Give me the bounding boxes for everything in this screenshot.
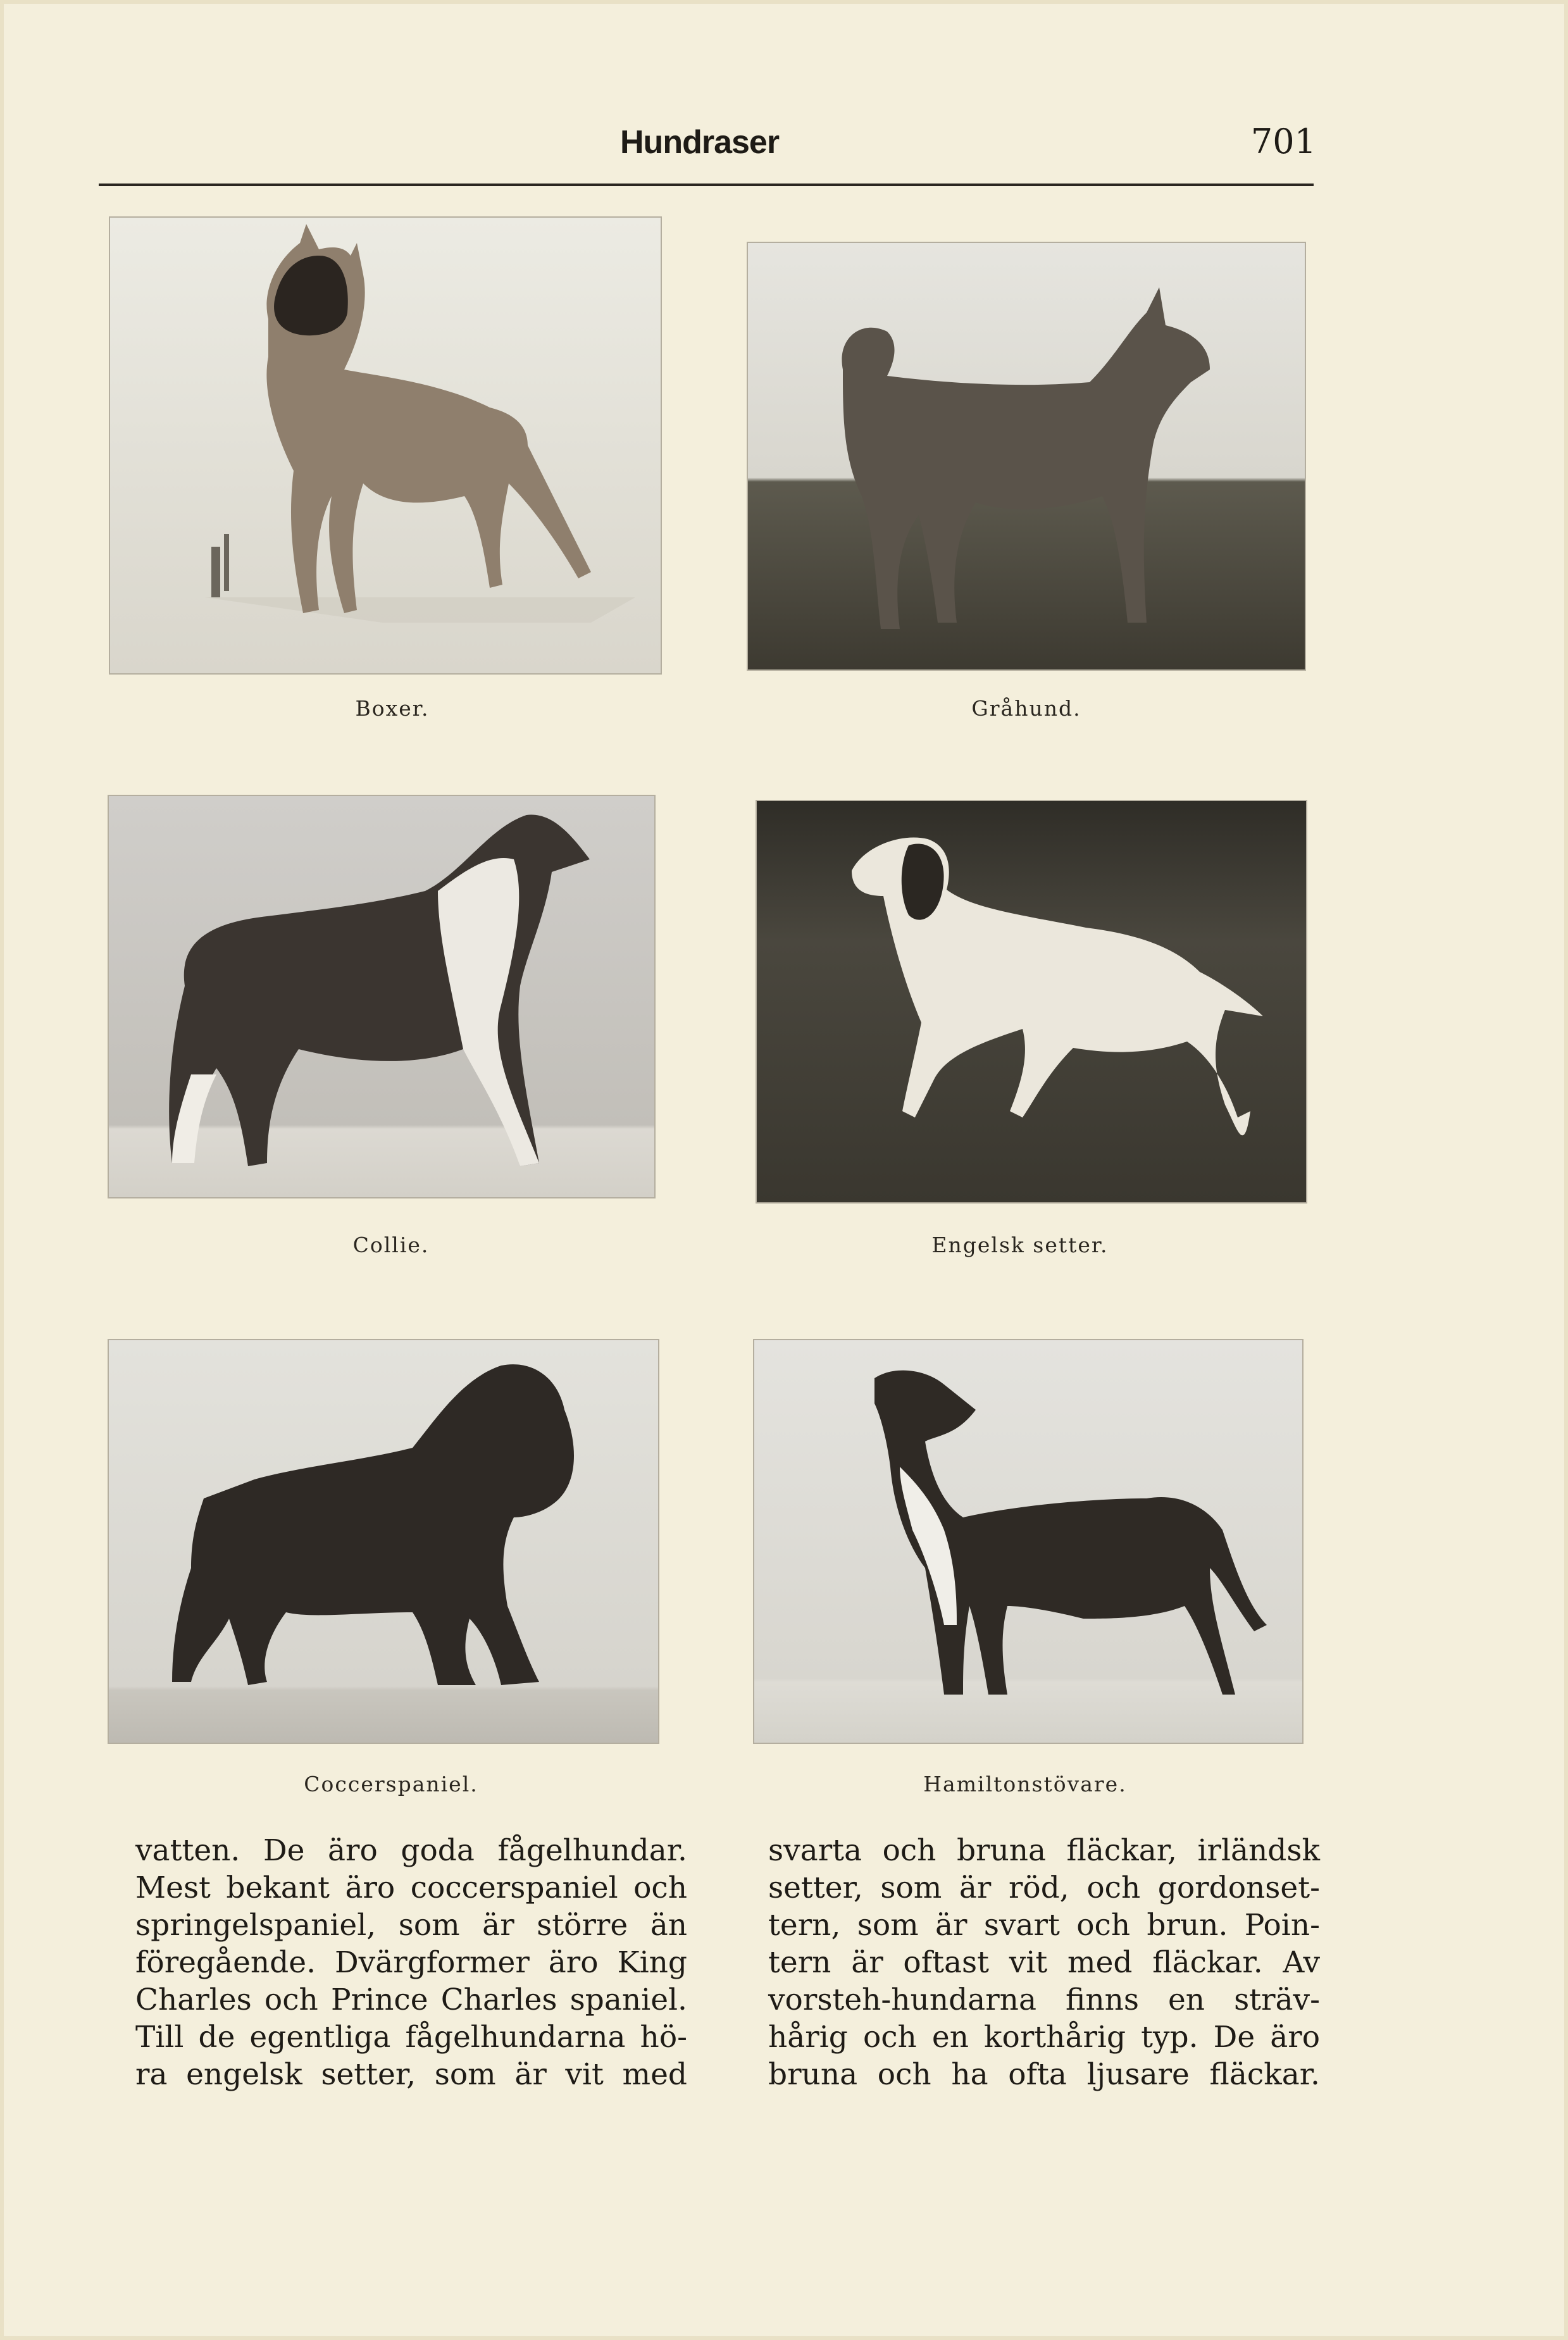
caption-coccerspaniel: Coccerspaniel.	[304, 1772, 478, 1796]
photo-collie	[109, 796, 654, 1197]
caption-grahund: Gråhund.	[971, 696, 1081, 721]
photo-engelsk-setter	[757, 801, 1306, 1202]
caption-hamiltonstovare: Hamiltonstövare.	[923, 1772, 1127, 1796]
text-line: tern, som är svart och brun. Poin-	[768, 1908, 1320, 1943]
photo-grahund	[748, 243, 1305, 669]
text-line: Mest bekant äro coccerspaniel och	[135, 1870, 687, 1905]
text-line: ra engelsk setter, som är vit med	[135, 2057, 687, 2092]
text-column-right	[768, 1832, 1320, 2093]
text-line: bruna och ha ofta ljusare fläckar.	[768, 2057, 1320, 2092]
text-column-left	[135, 1832, 687, 2093]
text-line: tern är oftast vit med fläckar. Av	[768, 1945, 1320, 1980]
page-number: 701	[1250, 121, 1316, 161]
photo-coccerspaniel	[109, 1340, 658, 1743]
text-line: vorsteh-hundarna finns en sträv-	[768, 1982, 1320, 2017]
text-line: springelspaniel, som är större än	[135, 1908, 687, 1943]
header-rule	[99, 184, 1314, 186]
text-line: vatten. De äro goda fågelhundar.	[135, 1833, 687, 1868]
photo-hamiltonstovare	[754, 1340, 1302, 1743]
text-line: Till de egentliga fågelhundarna hö-	[135, 2020, 687, 2055]
text-line: setter, som är röd, och gordonset-	[768, 1870, 1320, 1905]
text-line: svarta och bruna fläckar, irländsk	[768, 1833, 1320, 1868]
text-line: hårig och en korthårig typ. De äro	[768, 2020, 1320, 2055]
running-header: Hundraser	[620, 124, 780, 161]
photo-boxer	[110, 218, 661, 673]
caption-collie: Collie.	[352, 1233, 430, 1257]
text-line: föregående. Dvärgformer äro King	[135, 1945, 687, 1980]
text-line: Charles och Prince Charles spaniel.	[135, 1982, 687, 2017]
caption-engelsk-setter: Engelsk setter.	[931, 1233, 1109, 1257]
caption-boxer: Boxer.	[355, 696, 430, 721]
